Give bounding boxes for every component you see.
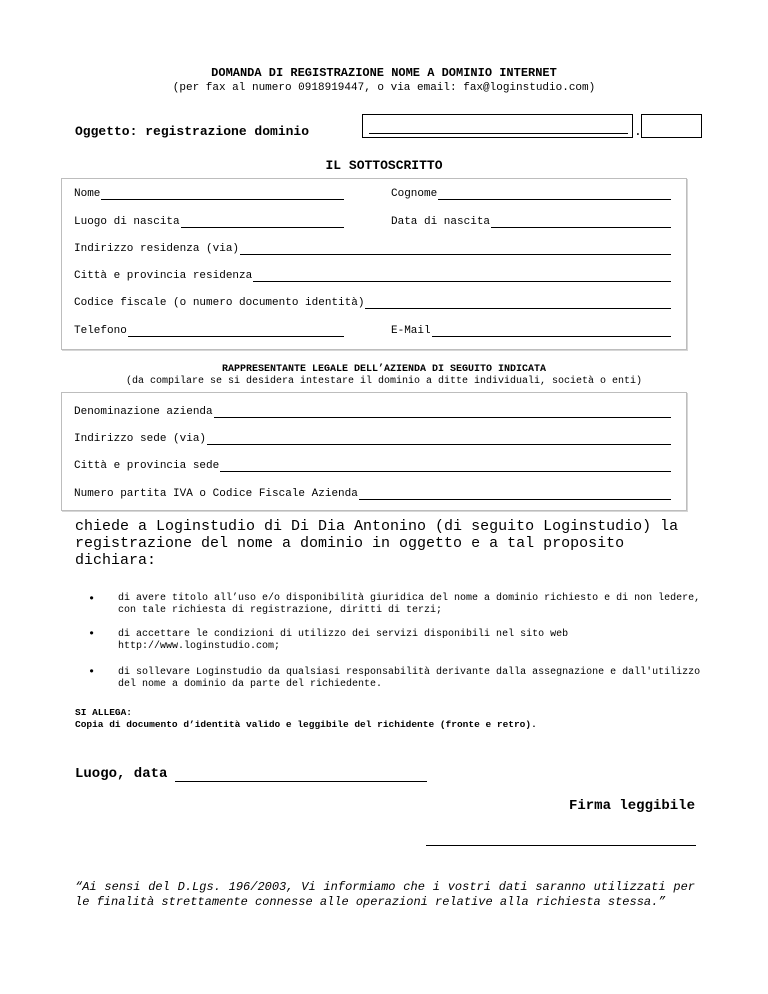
document-subtitle: (per fax al numero 0918919447, o via email: fax@loginstudio.com): [172, 82, 596, 94]
cognome-label: Cognome: [391, 188, 438, 200]
domain-dot: .: [634, 124, 642, 139]
indirizzo-sede-label: Indirizzo sede (via): [74, 433, 207, 445]
citta-label: Città e provincia residenza: [74, 270, 253, 282]
signature-line[interactable]: [426, 845, 696, 846]
citta-sede-field[interactable]: [74, 460, 671, 472]
codice-fiscale-field[interactable]: [74, 297, 671, 309]
privacy-notice: “Ai sensi del D.Lgs. 196/2003, Vi informiamo che i vostri dati saranno utilizzati per le finalità strettamente connesse alle operazioni relative alla richiesta stessa.”: [75, 880, 695, 909]
data-nascita-label: Data di nascita: [391, 216, 491, 228]
codice-fiscale-label: Codice fiscale (o numero documento identità): [74, 297, 365, 309]
allega-section: [75, 707, 537, 731]
nome-label: Nome: [74, 188, 101, 200]
indirizzo-label: Indirizzo residenza (via): [74, 243, 240, 255]
bullet-icon: •: [88, 665, 96, 679]
firma-label: Firma leggibile: [568, 798, 695, 814]
denominazione-label: Denominazione azienda: [74, 406, 213, 418]
citta-field[interactable]: [74, 270, 671, 282]
cognome-field[interactable]: [391, 188, 671, 200]
nome-field[interactable]: [74, 188, 344, 200]
sottoscritto-heading: IL SOTTOSCRITTO: [325, 158, 443, 173]
luogo-nascita-label: Luogo di nascita: [74, 216, 180, 228]
luogo-data-field[interactable]: [75, 766, 427, 782]
telefono-label: Telefono: [74, 325, 127, 337]
azienda-subheading: (da compilare se si desidera intestare il dominio a ditte individuali, società o enti): [125, 376, 643, 387]
email-field[interactable]: [391, 325, 671, 337]
domain-name-field[interactable]: [362, 114, 633, 138]
luogo-data-label: Luogo, data: [75, 766, 168, 782]
bullet-icon: •: [88, 627, 96, 641]
bullet-icon: •: [88, 592, 96, 606]
denominazione-field[interactable]: [74, 406, 671, 418]
bullet-item: di accettare le condizioni di utilizzo dei servizi disponibili nel sito web http://www.loginstudio.com;: [118, 629, 569, 652]
bullet-item: di sollevare Loginstudio da qualsiasi responsabilità derivante dalla assegnazione e dall'utilizzo del nome a dominio da parte del richiedente.: [118, 667, 701, 690]
oggetto-label: Oggetto: registrazione dominio: [75, 124, 310, 139]
domain-extension-field[interactable]: [641, 114, 702, 138]
luogo-nascita-field[interactable]: [74, 216, 344, 228]
email-label: E-Mail: [391, 325, 431, 337]
partita-iva-field[interactable]: [74, 488, 671, 500]
chiede-paragraph: chiede a Loginstudio di Di Dia Antonino (di seguito Loginstudio) la registrazione del nome a dominio in oggetto e a tal proposito dichiara:: [75, 518, 679, 569]
citta-sede-label: Città e provincia sede: [74, 460, 220, 472]
data-nascita-field[interactable]: [391, 216, 671, 228]
indirizzo-sede-field[interactable]: [74, 433, 671, 445]
indirizzo-field[interactable]: [74, 243, 671, 255]
azienda-heading: RAPPRESENTANTE LEGALE DELL’AZIENDA DI SEGUITO INDICATA: [221, 364, 547, 375]
bullet-item: di avere titolo all’uso e/o disponibilità giuridica del nome a dominio richiesto e di non ledere, con tale richiesta di registrazione, diritti di terzi;: [118, 593, 701, 616]
allega-text: Copia di documento d’identità valido e leggibile del richidente (fronte e retro).: [75, 719, 537, 730]
telefono-field[interactable]: [74, 325, 344, 337]
allega-label: SI ALLEGA:: [75, 707, 133, 718]
domain-name-underline: [369, 133, 628, 134]
partita-iva-label: Numero partita IVA o Codice Fiscale Azienda: [74, 488, 358, 500]
document-title: DOMANDA DI REGISTRAZIONE NOME A DOMINIO INTERNET: [211, 66, 557, 80]
